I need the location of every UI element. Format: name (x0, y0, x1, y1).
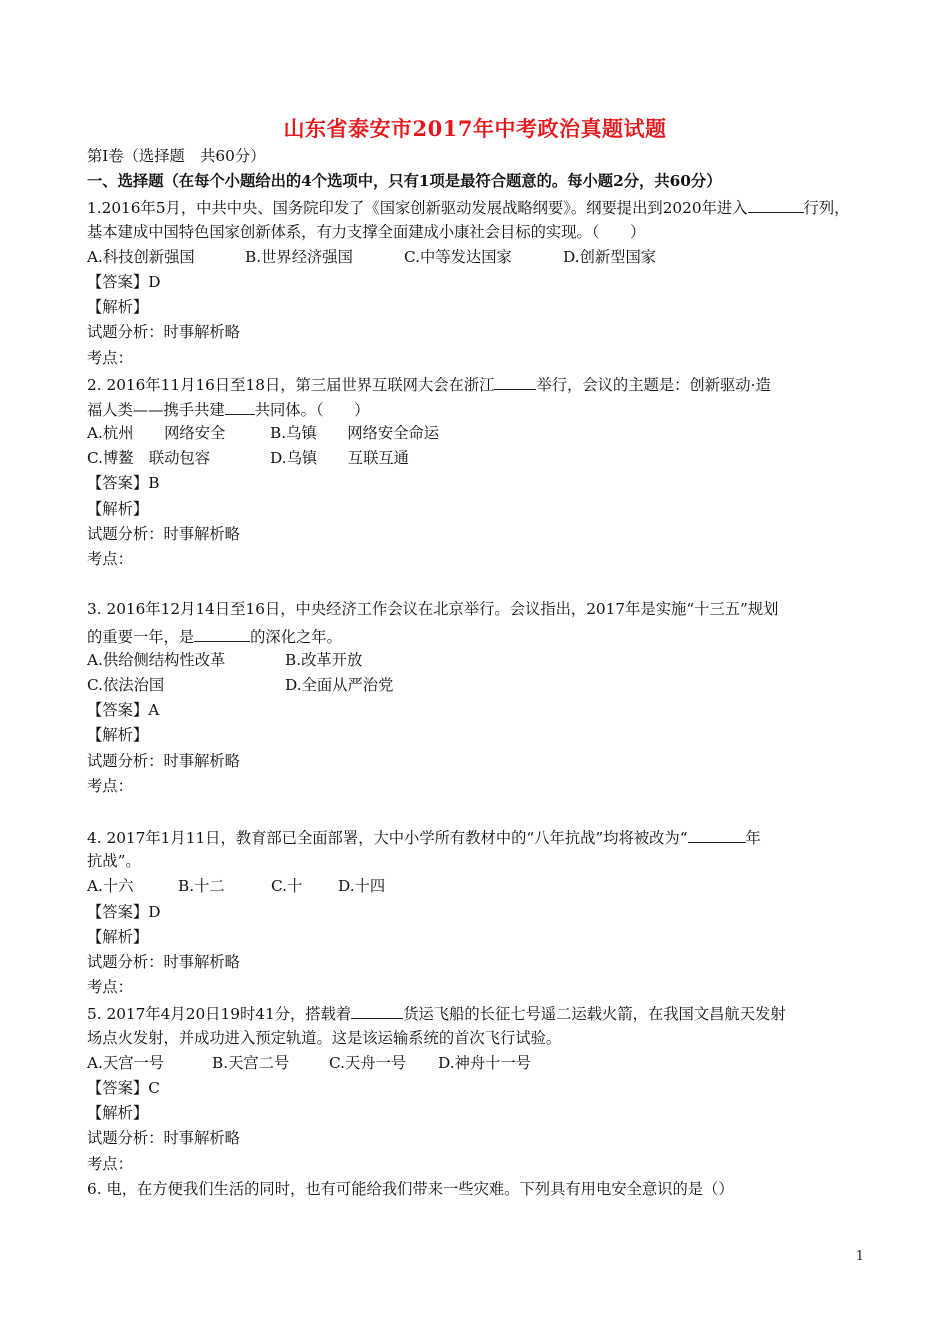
analysis-text: 试题分析：时事解析略 (87, 953, 240, 971)
question-3-line-2: 的重要一年，是 的深化之年。 (87, 623, 877, 648)
answer-blank (494, 371, 536, 390)
spacer (87, 799, 877, 824)
option-a: A.供给侧结构性改革 (87, 650, 226, 669)
option-c: C.十 (271, 877, 303, 896)
answer: 【答案】D (87, 272, 161, 291)
option-c: C.博鳌 联动包容 (87, 449, 211, 468)
question-5-options (87, 1051, 877, 1076)
section-header: 第Ⅰ卷（选择题 共60分） (87, 147, 266, 165)
analysis-label: 【解析】 (87, 499, 149, 518)
option-c: C.天舟一号 (329, 1053, 407, 1072)
question-2-line-1: 2. 2016年11月16日至18日，第三届世界互联网大会在浙江 举行，会议的主题是：创新驱动·造 (87, 371, 877, 396)
option-d: D.神舟十一号 (438, 1053, 532, 1072)
page-number: 1 (855, 1249, 864, 1264)
option-c: C.中等发达国家 (404, 247, 512, 266)
question-3-options-row-1 (87, 648, 877, 673)
answer: 【答案】C (87, 1078, 160, 1097)
exam-content (87, 144, 877, 1202)
answer: 【答案】A (87, 701, 160, 720)
option-d: D.全面从严治党 (285, 675, 394, 694)
question-6-line-1: 6. 电，在方便我们生活的同时，也有可能给我们带来一些灾难。下列具有用电安全意识的是（） (87, 1179, 734, 1198)
analysis-text: 试题分析：时事解析略 (87, 524, 240, 543)
analysis-label: 【解析】 (87, 726, 149, 745)
exam-point: 考点： (87, 776, 133, 795)
analysis-text: 试题分析：时事解析略 (87, 323, 240, 342)
option-c: C.依法治国 (87, 675, 165, 694)
answer: 【答案】B (87, 474, 160, 493)
analysis-text: 试题分析：时事解析略 (87, 751, 240, 770)
analysis-text: 试题分析：时事解析略 (87, 1129, 240, 1148)
exam-point: 考点： (87, 348, 133, 367)
option-a: A.杭州 网络安全 (87, 424, 226, 443)
question-3-line-1: 3. 2016年12月14日至16日，中央经济工作会议在北京举行。会议指出，2017年是实施“十三五”规划 (87, 600, 779, 619)
question-1-options (87, 245, 877, 270)
analysis-label: 【解析】 (87, 1104, 149, 1123)
exam-point: 考点： (87, 978, 133, 997)
question-4-options (87, 874, 877, 899)
option-a: A.十六 (87, 877, 134, 896)
question-1-line-1: 1.2016年5月，中共中央、国务院印发了《国家创新驱动发展战略纲要》。纲要提出到2020年进入 行列， (87, 194, 877, 219)
option-b: B.天宫二号 (212, 1053, 290, 1072)
question-4-line-1: 4. 2017年1月11日，教育部已全面部署，大中小学所有教材中的“八年抗战”均将被改为“ 年 (87, 824, 877, 849)
option-d: D.创新型国家 (563, 247, 657, 266)
analysis-label: 【解析】 (87, 298, 149, 317)
question-2-options-row-2 (87, 446, 877, 471)
part-title: 一、选择题（在每个小题给出的4个选项中，只有1项是最符合题意的。每小题2分，共60分） (87, 172, 722, 191)
option-b: B.乌镇 网络安全命运 (270, 424, 440, 443)
option-a: A.天宫一号 (87, 1053, 165, 1072)
option-b: B.十二 (178, 877, 225, 896)
question-2-options-row-1 (87, 421, 877, 446)
option-d: D.十四 (338, 877, 386, 896)
option-d: D.乌镇 互联互通 (270, 449, 409, 468)
answer-blank (351, 1000, 403, 1019)
analysis-label: 【解析】 (87, 927, 149, 946)
question-1-line-2: 基本建成中国特色国家创新体系，有力支撑全面建成小康社会目标的实现。（ ） (87, 222, 646, 241)
option-b: B.改革开放 (285, 650, 363, 669)
answer: 【答案】D (87, 902, 161, 921)
question-5-line-1: 5. 2017年4月20日19时41分，搭载着 货运飞船的长征七号遥二运载火箭，在我国文昌航天发射 (87, 1000, 877, 1025)
question-5-line-2: 场点火发射，并成功进入预定轨道。这是该运输系统的首次飞行试验。 (87, 1028, 562, 1047)
exam-point: 考点： (87, 1154, 133, 1173)
page-title: 山东省泰安市2017年中考政治真题试题 (283, 116, 667, 141)
option-a: A.科技创新强国 (87, 247, 195, 266)
spacer (87, 572, 877, 597)
question-3-options-row-2 (87, 673, 877, 698)
answer-blank (748, 194, 804, 213)
answer-blank (194, 623, 250, 642)
option-b: B.世界经济强国 (245, 247, 353, 266)
answer-blank (688, 824, 746, 843)
question-2-line-2: 福人类——携手共建 共同体。（ ） (87, 396, 877, 421)
question-4-line-2: 抗战”。 (87, 852, 141, 871)
answer-blank (225, 396, 255, 415)
exam-point: 考点： (87, 550, 133, 568)
